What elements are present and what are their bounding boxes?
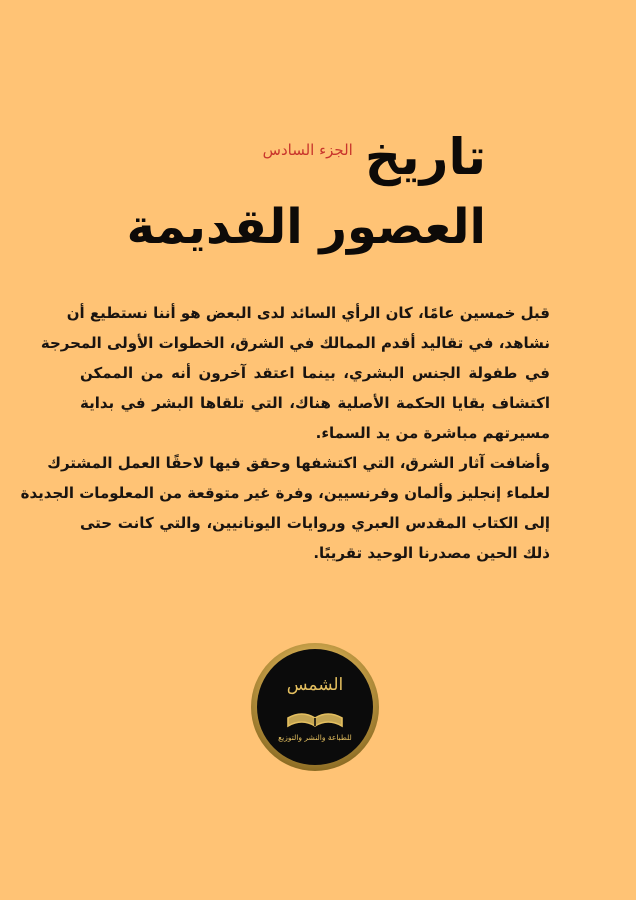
logo-tagline: للطباعة والنشر والتوزيع [278, 733, 352, 742]
body-line: إلى الكتاب المقدس العبري وروايات اليونانيين، والتي كانت حتى [80, 514, 550, 532]
title-line-2: العصور القديمة [126, 199, 486, 255]
body-line: نشاهد، في تقاليد أقدم الممالك في الشرق، الخطوات الأولى المحرجة [40, 334, 550, 352]
publisher-logo [250, 642, 380, 772]
body-text [20, 298, 550, 568]
body-line: في طفولة الجنس البشري، بينما اعتقد آخرون أنه من الممكن [80, 364, 550, 382]
title-subtitle: الجزء السادس [262, 141, 353, 159]
body-line: ذلك الحين مصدرنا الوحيد تقريبًا. [313, 544, 550, 562]
title-line-1 [126, 118, 486, 196]
body-line: اكتشاف بقايا الحكمة الأصلية هناك، التي تلقاها البشر في بداية [80, 394, 550, 412]
body-line: مسيرتهم مباشرة من يد السماء. [315, 424, 550, 442]
body-line: لعلماء إنجليز وألمان وفرنسيين، وفرة غير متوقعة من المعلومات الجديدة [20, 484, 550, 502]
title-main: تاريخ [364, 128, 486, 186]
body-line: قبل خمسين عامًا، كان الرأي السائد لدى البعض هو أننا نستطيع أن [66, 304, 550, 322]
title-block [126, 118, 486, 262]
logo-disc [257, 649, 373, 765]
body-line: وأضافت آثار الشرق، التي اكتشفها وحقق فيها لاحقًا العمل المشترك [47, 454, 550, 472]
logo-name: الشمس [286, 675, 344, 695]
